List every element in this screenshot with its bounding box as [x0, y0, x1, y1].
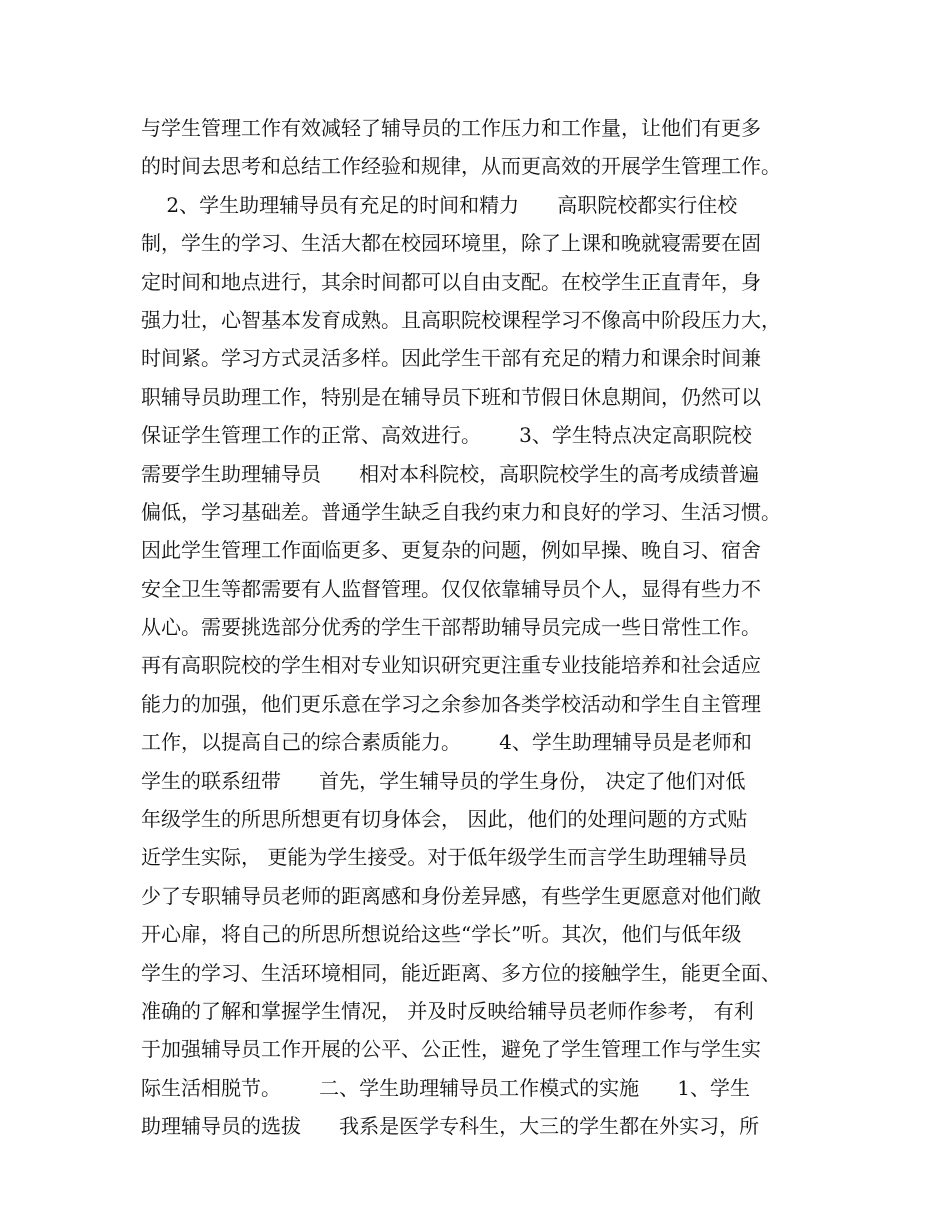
text-line: 能力的加强，他们更乐意在学习之余参加各类学校活动和学生自主管理: [141, 691, 761, 716]
text-line: 因此学生管理工作面临更多、更复杂的问题，例如早操、晚自习、宿舍: [141, 538, 761, 563]
text-line: 再有高职院校的学生相对专业知识研究更注重专业技能培养和社会适应: [141, 653, 761, 678]
text-line: 保证学生管理工作的正常、高效进行。 3、学生特点决定高职院校: [141, 423, 752, 448]
text-line: 于加强辅导员工作开展的公平、公正性，避免了学生管理工作与学生实: [141, 1037, 761, 1062]
body-text: [141, 109, 831, 1146]
text-line: 职辅导员助理工作，特别是在辅导员下班和节假日休息期间，仍然可以: [141, 384, 761, 409]
text-line: 2、学生助理辅导员有充足的时间和精力 高职院校都实行住校: [141, 192, 738, 217]
text-line: 助理辅导员的选拔 我系是医学专科生，大三的学生都在外实习，所: [141, 1114, 760, 1139]
text-line: 年级学生的所思所想更有切身体会， 因此，他们的处理问题的方式贴: [141, 807, 748, 832]
text-line: 强力壮，心智基本发育成熟。且高职院校课程学习不像高中阶段压力大，: [141, 307, 781, 332]
text-line: 偏低，学习基础差。普通学生缺乏自我约束力和良好的学习、生活习惯。: [141, 499, 781, 524]
text-line: 时间紧。学习方式灵活多样。因此学生干部有充足的精力和课余时间兼: [141, 346, 761, 371]
text-line: 从心。需要挑选部分优秀的学生干部帮助辅导员完成一些日常性工作。: [141, 615, 761, 640]
text-line: 制，学生的学习、生活大都在校园环境里，除了上课和晚就寝需要在固: [141, 231, 761, 256]
text-line: 准确的了解和掌握学生情况， 并及时反映给辅导员老师作参考， 有利: [141, 998, 754, 1023]
text-line: 际生活相脱节。 二、学生助理辅导员工作模式的实施 1、学生: [141, 1075, 751, 1100]
text-line: 需要学生助理辅导员 相对本科院校，高职院校学生的高考成绩普遍: [141, 461, 760, 486]
text-line: 少了专职辅导员老师的距离感和身份差异感，有些学生更愿意对他们敞: [141, 883, 761, 908]
text-line: 安全卫生等都需要有人监督管理。仅仅依靠辅导员个人，显得有些力不: [141, 576, 761, 601]
text-line: 学生的联系纽带 首先，学生辅导员的学生身份， 决定了他们对低: [141, 768, 746, 793]
text-line: 近学生实际， 更能为学生接受。对于低年级学生而言学生助理辅导员: [141, 845, 748, 870]
text-line: 学生的学习、生活环境相同，能近距离、多方位的接触学生，能更全面、: [141, 960, 781, 985]
text-line: 工作，以提高自己的综合素质能力。 4、学生助理辅导员是老师和: [141, 730, 752, 755]
text-line: 的时间去思考和总结工作经验和规律，从而更高效的开展学生管理工作。: [141, 154, 781, 179]
text-line: 开心扉，将自己的所思所想说给这些“学长”听。其次，他们与低年级: [141, 922, 742, 947]
text-line: 定时间和地点进行，其余时间都可以自由支配。在校学生正直青年，身: [141, 269, 761, 294]
text-line: 与学生管理工作有效减轻了辅导员的工作压力和工作量，让他们有更多: [141, 116, 761, 140]
